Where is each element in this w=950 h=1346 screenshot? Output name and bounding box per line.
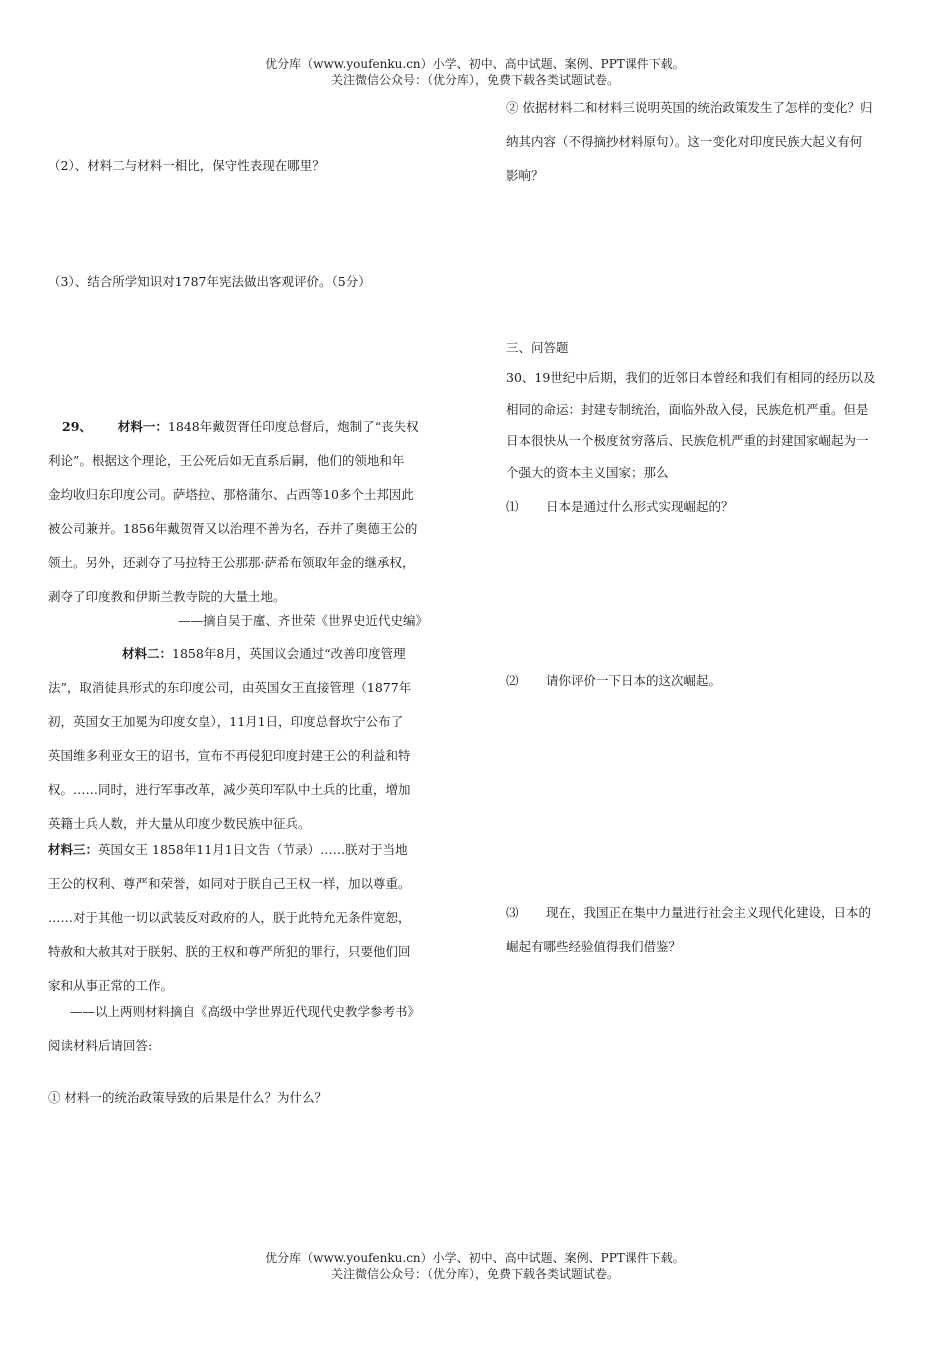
footer-line-1: 优分库（www.youfenku.cn）小学、初中、高中试题、案例、PPT课件下载。: [265, 1251, 685, 1265]
question-29-material-2: 材料二：1858年8月，英国议会通过“改善印度管理 法”，取消徒具形式的东印度公司，由英国女王直接管理（1877年 初，英国女王加冕为印度女皇），11月1日，印度总督坎宁公布了 英国维多利亚女王的诏书，宣布不再侵犯印度封建王公的利益和特 权。……同时，进行军事改革，减少英印军队中土兵的比重，增加 英籍士兵人数，并大量从印度少数民族中征兵。: [48, 646, 412, 831]
footer-line-2: 关注微信公众号：（优分库），免费下载各类试题试卷。: [330, 1267, 619, 1281]
materials-source-and-prompt: [48, 995, 420, 1063]
question-30: 30、19世纪中后期，我们的近邻日本曾经和我们有相同的经历以及 相同的命运：封建专制统治，面临外敌入侵，民族危机严重。但是 日本很快从一个极度贫穷落后、民族危机严重的封建国家崛起为一 个强大的资本主义国家；那么: [506, 370, 876, 480]
page-footer: [0, 1250, 950, 1282]
header-line-1: 优分库（www.youfenku.cn）小学、初中、高中试题、案例、PPT课件下载。: [265, 57, 685, 71]
page-header: [0, 56, 950, 88]
material-3-label: 材料三：: [48, 842, 99, 857]
question-30-3: ⑶ 现在，我国正在集中力量进行社会主义现代化建设，日本的 崛起有哪些经验值得我们借鉴？: [506, 896, 871, 964]
material-2-label: 材料二：: [122, 646, 173, 661]
question-30-2-number: ⑵: [506, 673, 519, 688]
material-1-source: ——摘自吴于廑、齐世荣《世界史近代史编》: [178, 613, 429, 628]
question-29-material-1: 29、 材料一：1848年戴贺胥任印度总督后，炮制了“丧失权 利论”。根据这个理论，王公死后如无直系后嗣，他们的领地和年 金均收归东印度公司。萨塔拉、那格蒲尔、占西等10多个土邦因此 被公司兼并。1856年戴贺胥又以治理不善为名，吞并了奥德王公的 领土。另外，还剥夺了马拉特王公那那·萨希布领取年金的继承权， 剥夺了印度教和伊斯兰教寺院的大量土地。: [48, 410, 419, 614]
question-29-1: ① 材料一的统治政策导致的后果是什么？为什么？: [48, 1090, 327, 1105]
question-30-1: ⑴ 日本是通过什么形式实现崛起的？: [506, 497, 734, 517]
materials-2-3-source: ——以上两则材料摘自《高级中学世界近代现代史教学参考书》: [70, 1004, 421, 1019]
question-30-1-number: ⑴: [506, 499, 519, 514]
section-3-title: 三、问答题: [506, 340, 569, 355]
reading-prompt: 阅读材料后请回答:: [48, 1038, 153, 1053]
question-number: 29、: [62, 419, 92, 434]
question-29-material-3: 材料三：英国女王 1858年11月1日文告（节录）……朕对于当地 王公的权利、尊严和荣誉，如同对于朕自己王权一样，加以尊重。 ……对于其他一切以武装反对政府的人，朕于此特允无条件宽恕， 特赦和大赦其对于朕躬、朕的王权和尊严所犯的罪行，只要他们回 家和从事正常的工作。: [48, 842, 411, 993]
material-1-label: 材料一：: [117, 419, 168, 434]
question-28-3: （3）、结合所学知识对1787年宪法做出客观评价。（5分）: [48, 274, 371, 289]
question-29-2: ② 依据材料二和材料三说明英国的统治政策发生了怎样的变化？归 纳其内容（不得摘抄材料原句）。这一变化对印度民族大起义有何 影响？: [506, 100, 873, 183]
question-30-3-number: ⑶: [506, 905, 519, 920]
question-30-2: ⑵ 请你评价一下日本的这次崛起。: [506, 671, 721, 691]
question-28-2: （2）、材料二与材料一相比，保守性表现在哪里？: [48, 158, 325, 173]
material-1-line: 29、 材料一：1848年戴贺胥任印度总督后，炮制了“丧失权: [62, 419, 419, 434]
header-line-2: 关注微信公众号：（优分库），免费下载各类试题试卷。: [330, 73, 619, 87]
